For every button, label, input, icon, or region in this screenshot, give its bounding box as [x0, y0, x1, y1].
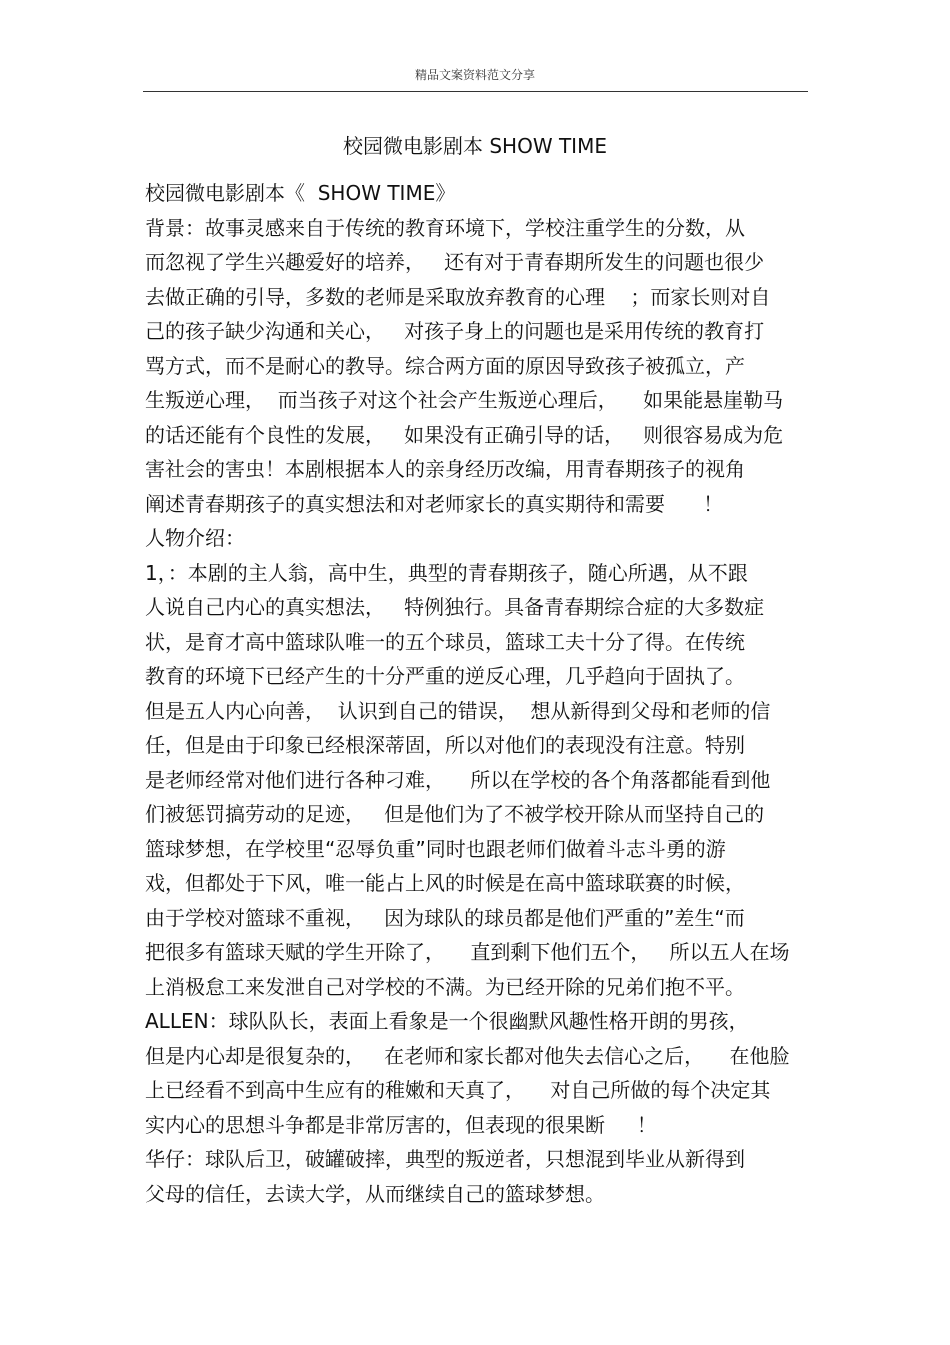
body-line: 们被惩罚搞劳动的足迹， 但是他们为了不被学校开除从而坚持自己的	[145, 802, 765, 826]
body-line: 父母的信任，去读大学，从而继续自己的篮球梦想。	[145, 1181, 605, 1206]
body-line: 校园微电影剧本《 SHOW TIME》	[145, 181, 456, 205]
body-line: 生叛逆心理， 而当孩子对这个社会产生叛逆心理后， 如果能悬崖勒马	[145, 388, 784, 412]
body-line: ALLEN：球队队长，表面上看象是一个很幽默风趣性格开朗的男孩，	[145, 1009, 749, 1033]
body-line: 由于学校对篮球不重视， 因为球队的球员都是他们严重的”差生“而	[145, 905, 745, 930]
header-divider	[143, 91, 808, 92]
body-line: 是老师经常对他们进行各种刁难， 所以在学校的各个角落都能看到他	[145, 767, 771, 792]
body-line: 教育的环境下已经产生的十分严重的逆反心理，几乎趋向于固执了。	[145, 664, 745, 688]
body-line: 实内心的思想斗争都是非常厉害的，但表现的很果断 ！	[145, 1112, 657, 1137]
document-title: 校园微电影剧本 SHOW TIME	[343, 134, 607, 158]
page-header: 精品文案资料范文分享	[414, 68, 535, 82]
body-line: 戏，但都处于下风，唯一能占上风的时候是在高中篮球联赛的时候，	[145, 871, 745, 895]
document-body	[145, 176, 810, 1211]
body-line: 1，：本剧的主人翁，高中生，典型的青春期孩子，随心所遇，从不跟	[145, 560, 748, 585]
body-line: 去做正确的引导，多数的老师是采取放弃教育的心理 ；而家长则对自	[145, 284, 771, 309]
body-line: 骂方式，而不是耐心的教导。综合两方面的原因导致孩子被孤立，产	[145, 353, 745, 378]
body-line: 人物介绍：	[145, 526, 245, 550]
body-line: 把很多有篮球天赋的学生开除了， 直到剩下他们五个， 所以五人在场	[145, 940, 790, 964]
body-line: 阐述青春期孩子的真实想法和对老师家长的真实期待和需要 ！	[145, 491, 724, 516]
body-line: 但是五人内心向善， 认识到自己的错误， 想从新得到父母和老师的信	[145, 698, 771, 723]
body-line: 但是内心却是很复杂的， 在老师和家长都对他失去信心之后， 在他脸	[145, 1043, 790, 1068]
body-line: 而忽视了学生兴趣爱好的培养， 还有对于青春期所发生的问题也很少	[145, 250, 765, 274]
body-line: 上已经看不到高中生应有的稚嫩和天真了， 对自己所做的每个决定其	[145, 1078, 771, 1102]
body-line: 任，但是由于印象已经根深蒂固，所以对他们的表现没有注意。特别	[145, 733, 745, 757]
body-line: 华仔：球队后卫，破罐破摔，典型的叛逆者，只想混到毕业从新得到	[145, 1147, 745, 1171]
body-line: 害社会的害虫！本剧根据本人的亲身经历改编，用青春期孩子的视角	[145, 457, 745, 481]
body-line: 篮球梦想，在学校里“忍辱负重”同时也跟老师们做着斗志斗勇的游	[145, 836, 726, 861]
body-line: 上消极怠工来发泄自己对学校的不满。为已经开除的兄弟们抱不平。	[145, 974, 745, 999]
body-line: 己的孩子缺少沟通和关心， 对孩子身上的问题也是采用传统的教育打	[145, 319, 765, 343]
body-line: 人说自己内心的真实想法， 特例独行。具备青春期综合症的大多数症	[145, 595, 765, 619]
body-line: 的话还能有个良性的发展， 如果没有正确引导的话， 则很容易成为危	[145, 422, 784, 447]
body-line: 状，是育才高中篮球队唯一的五个球员，篮球工夫十分了得。在传统	[145, 629, 745, 654]
body-line: 背景：故事灵感来自于传统的教育环境下，学校注重学生的分数，从	[145, 215, 745, 240]
